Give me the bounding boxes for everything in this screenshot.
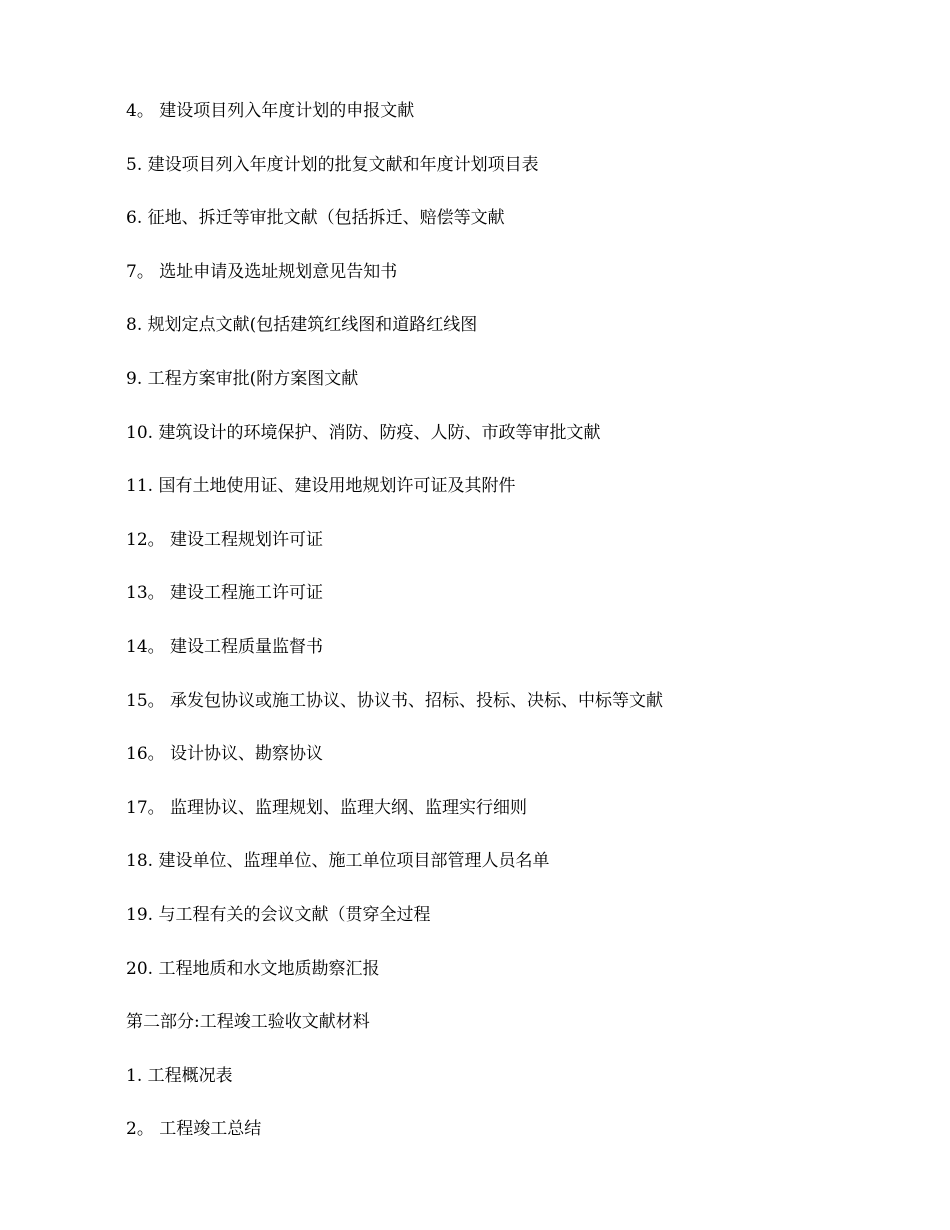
list-item: 19. 与工程有关的会议文献（贯穿全过程 — [126, 904, 431, 925]
list-item: 20. 工程地质和水文地质勘察汇报 — [126, 958, 380, 979]
list-item: 8. 规划定点文献(包括建筑红线图和道路红线图 — [126, 315, 478, 336]
list-item: 16。 设计协议、勘察协议 — [126, 744, 324, 765]
list-item: 14。 建设工程质量监督书 — [126, 636, 324, 657]
list-item: 2。 工程竣工总结 — [126, 1119, 262, 1140]
document-body — [126, 98, 886, 1170]
list-item: 18. 建设单位、监理单位、施工单位项目部管理人员名单 — [126, 851, 550, 872]
section-heading: 第二部分:工程竣工验收文献材料 — [126, 1012, 370, 1033]
list-item: 5. 建设项目列入年度计划的批复文献和年度计划项目表 — [126, 154, 539, 175]
list-item: 13。 建设工程施工许可证 — [126, 583, 324, 604]
list-item: 1. 工程概况表 — [126, 1065, 233, 1086]
list-item: 6. 征地、拆迁等审批文献（包括拆迁、赔偿等文献 — [126, 208, 505, 229]
list-item: 4。 建设项目列入年度计划的申报文献 — [126, 101, 415, 121]
list-item: 12。 建设工程规划许可证 — [126, 529, 324, 550]
list-item: 7。 选址申请及选址规划意见告知书 — [126, 261, 398, 282]
list-item: 17。 监理协议、监理规划、监理大纲、监理实行细则 — [126, 797, 528, 818]
list-item: 11. 国有土地使用证、建设用地规划许可证及其附件 — [126, 476, 516, 497]
list-item: 15。 承发包协议或施工协议、协议书、招标、投标、决标、中标等文献 — [126, 690, 664, 711]
list-item: 10. 建筑设计的环境保护、消防、防疫、人防、市政等审批文献 — [126, 422, 601, 443]
list-item: 9. 工程方案审批(附方案图文献 — [126, 368, 359, 389]
